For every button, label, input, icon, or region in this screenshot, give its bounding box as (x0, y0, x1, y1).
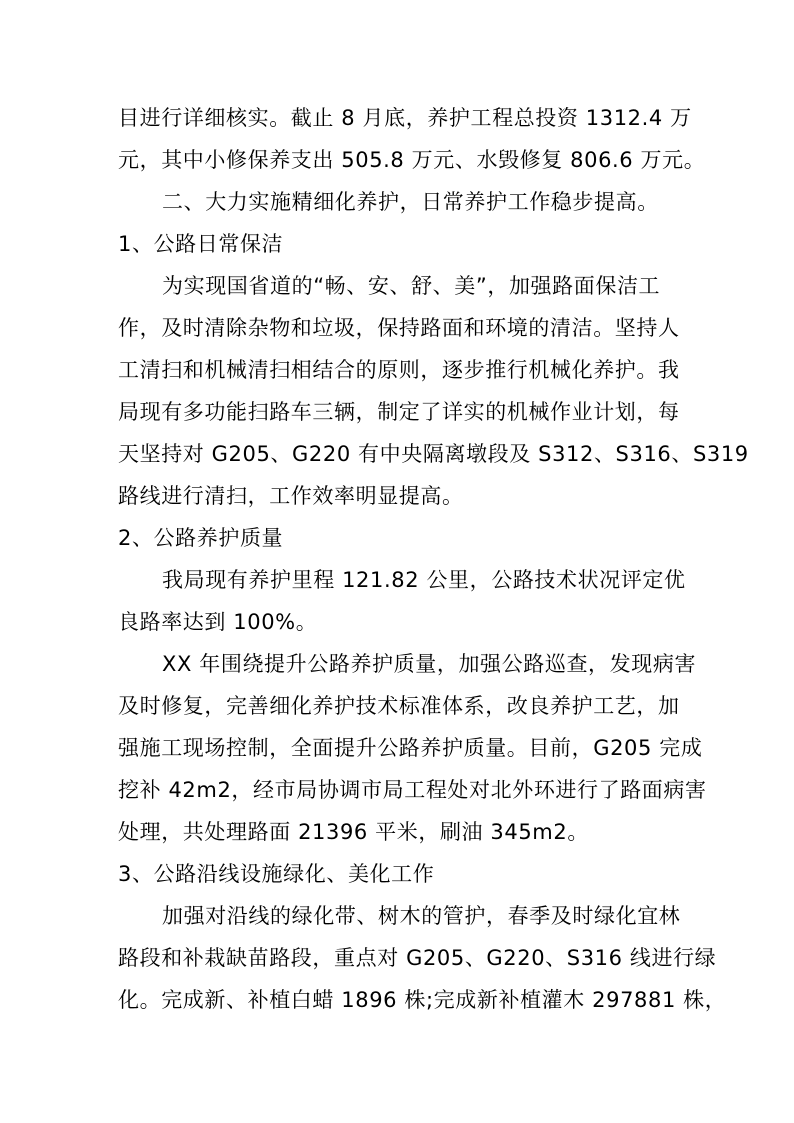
subsection-heading: 3、公路沿线设施绿化、美化工作 (118, 862, 435, 886)
paragraph-line: 元，其中小修保养支出 505.8 万元、水毁修复 806.6 万元。 (118, 148, 706, 172)
paragraph-line: 目进行详细核实。截止 8 月底，养护工程总投资 1312.4 万 (118, 106, 692, 130)
paragraph-line: 作，及时清除杂物和垃圾，保持路面和环境的清洁。坚持人 (118, 316, 680, 340)
paragraph-line: 良路率达到 100%。 (118, 610, 318, 634)
paragraph-line: 化。完成新、补植白蜡 1896 株;完成新补植灌木 297881 株， (118, 988, 727, 1012)
paragraph-line: 挖补 42m2，经市局协调市局工程处对北外环进行了路面病害 (118, 778, 707, 802)
paragraph-line: 路线进行清扫，工作效率明显提高。 (118, 484, 464, 508)
paragraph-line: 为实现国省道的“畅、安、舒、美”，加强路面保洁工 (162, 274, 661, 298)
paragraph-line: 局现有多功能扫路车三辆，制定了详实的机械作业计划，每 (118, 400, 680, 424)
paragraph-line: 天坚持对 G205、G220 有中央隔离墩段及 S312、S316、S319 (118, 442, 749, 466)
paragraph-line: 路段和补栽缺苗路段，重点对 G205、G220、S316 线进行绿 (118, 946, 717, 970)
paragraph-line: XX 年围绕提升公路养护质量，加强公路巡查，发现病害 (162, 652, 697, 676)
paragraph-line: 我局现有养护里程 121.82 公里，公路技术状况评定优 (162, 568, 686, 592)
subsection-heading: 2、公路养护质量 (118, 526, 284, 550)
paragraph-line: 强施工现场控制，全面提升公路养护质量。目前，G205 完成 (118, 736, 703, 760)
subsection-heading: 1、公路日常保洁 (118, 232, 284, 256)
paragraph-line: 加强对沿线的绿化带、树木的管护，春季及时绿化宜林 (162, 904, 681, 928)
section-heading: 二、大力实施精细化养护，日常养护工作稳步提高。 (162, 190, 659, 214)
paragraph-line: 及时修复，完善细化养护技术标准体系，改良养护工艺，加 (118, 694, 680, 718)
paragraph-line: 处理，共处理路面 21396 平米，刷油 345m2。 (118, 820, 589, 844)
paragraph-line: 工清扫和机械清扫相结合的原则，逐步推行机械化养护。我 (118, 358, 680, 382)
